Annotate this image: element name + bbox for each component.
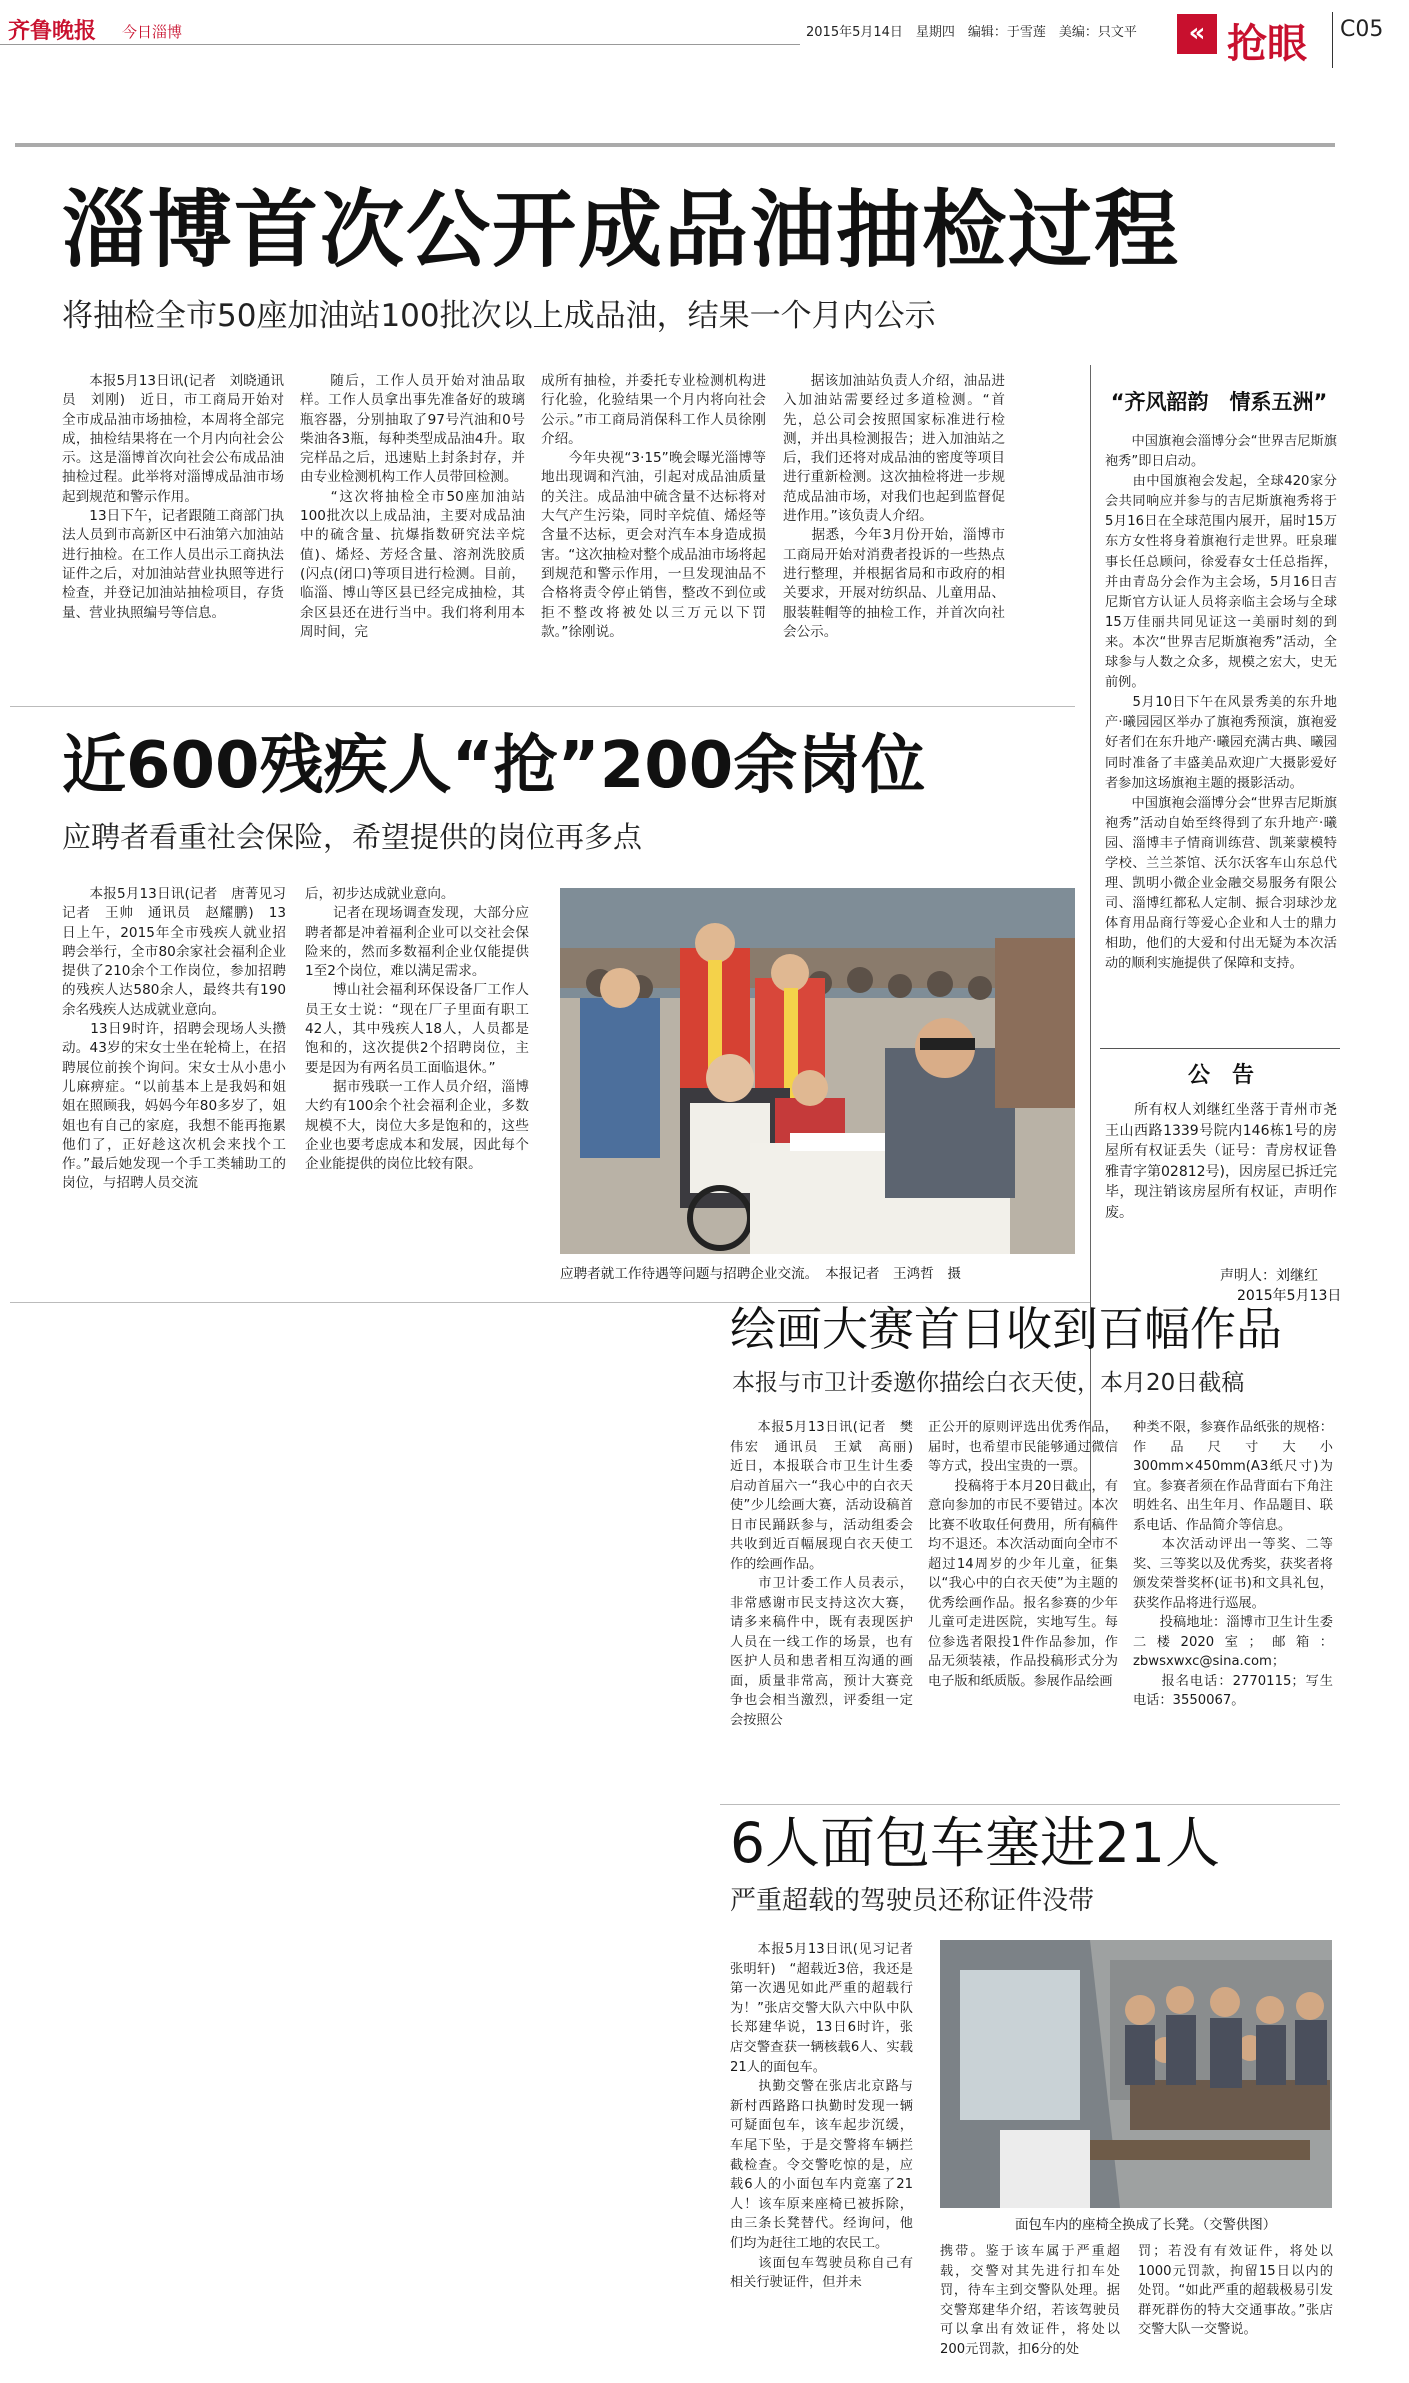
article3-rule: [720, 1804, 1340, 1805]
article4-subtitle: 严重超载的驾驶员还称证件没带: [730, 1886, 1095, 1916]
section-name: 今日淄博: [122, 23, 183, 41]
article1-rule: [10, 706, 1075, 707]
article4-col1: 本报5月13日讯(见习记者 张明轩) “超载近3倍，我还是第一次遇见如此严重的超载行为！”张店交警大队六中队中队长郑建华说，13日6时许，张店交警查获一辆核载6人、实载21人的面包车。 执勤交警在张店北京路与新村西路路口执勤时发现一辆可疑面包车，该车起步沉缓，车尾下坠，于是交警将车辆拦截检查。令交警吃惊的是，应载6人的小面包车内竟塞了21人！该车原来座椅已被拆除，由三条长凳替代。经询问，他们均为赶往工地的农民工。 该面包车驾驶员称自己有相关行驶证件，但并未: [730, 1942, 913, 2291]
article4-title: 6人面包车塞进21人: [730, 1811, 1220, 1875]
top-rule: [15, 143, 1335, 147]
notice-body: 所有权人刘继红坐落于青州市尧王山西路1339号院内146栋1号的房屋所有权证丢失（证号：青房权证鲁雅青字第02812号)，因房屋已拆迁完毕，现注销该房屋所有权证，声明作废。: [1105, 1102, 1337, 1221]
minibus-photo: [940, 1940, 1332, 2208]
article1-col4: 据该加油站负责人介绍，油品进入加油站需要经过多道检测。“首先，总公司会按照国家标准进行检测，并出具检测报告；进入加油站之后，我们还将对成品油的密度等项目进行重新检测。这次抽检将进一步规范成品油市场，对我们也起到监督促进作用。”该负责人介绍。 据悉，今年3月份开始，淄博市工商局开始对消费者投诉的一些热点进行整理，并根据省局和市政府的相关要求，开展对纺织品、儿童用品、服装鞋帽等的抽检工作，并首次向社会公示。: [783, 373, 1005, 640]
section-tag-label: 抢眼: [1227, 21, 1307, 67]
notice-date: 2015年5月13日: [1237, 1288, 1342, 1304]
article1-col1: 本报5月13日讯(记者 刘晓通讯员 刘刚) 近日，市工商局开始对全市成品油市场抽检，本周将全部完成，抽检结果将在一个月内向社会公示。这是淄博首次向社会公布成品油抽检过程。此举将对淄博成品油市场起到规范和警示作用。 13日下午，记者跟随工商部门执法人员到市高新区中石油第六加油站进行抽检。在工作人员出示工商执法证件之后，对加油站营业执照等进行检查，并登记加油站抽检项目，存货量、营业执照编号等信息。: [62, 373, 284, 621]
chevron-left-icon: «: [1177, 14, 1217, 54]
article3-col3: 种类不限，参赛作品纸张的规格：作品尺寸大小300mm×450mm(A3纸尺寸)为宜。参赛者须在作品背面右下角注明姓名、出生年月、作品题目、联系电话、作品简介等信息。 本次活动评出一等奖、二等奖、三等奖以及优秀奖，获奖者将颁发荣誉奖杯(证书)和文具礼包，获奖作品将进行巡展。 投稿地址：淄博市卫生计生委二楼2020室；邮箱：zbwsxwxc@sina.com； 报名电话：2770115；写生电话：3550067。: [1133, 1420, 1333, 1708]
issue-meta: 2015年5月14日 星期四 编辑：于雪莲 美编：只文平: [806, 25, 1137, 40]
article2-col2: 后，初步达成就业意向。 记者在现场调查发现，大部分应聘者都是冲着福利企业可以交社会保险来的，然而多数福利企业仅能提供1至2个岗位，难以满足需求。 博山社会福利环保设备厂工作人员王女士说：“现在厂子里面有职工42人，其中残疾人18人，人员都是饱和的，这次提供2个招聘岗位，主要是因为有两名员工面临退休。” 据市残联一工作人员介绍，淄博大约有100余个社会福利企业，多数规模不大，岗位大多是饱和的，这些企业也要考虑成本和发展，因此每个企业能提供的岗位比较有限。: [305, 886, 529, 1173]
article1-subtitle: 将抽检全市50座加油站100批次以上成品油，结果一个月内公示: [62, 298, 936, 334]
side-column-title: “齐风韶韵 情系五洲”: [1110, 390, 1328, 414]
article2-col1: 本报5月13日讯(记者 唐菁见习记者 王帅 通讯员 赵耀鹏) 13日上午，2015年全市残疾人就业招聘会举行，全市80余家社会福利企业提供了210余个工作岗位，参加招聘的残疾人达580余人，最终共有190余名残疾人达成就业意向。 13日9时许，招聘会现场人头攒动。43岁的宋女士坐在轮椅上，在招聘展位前挨个询问。宋女士从小患小儿麻痹症。“以前基本上是我妈和姐姐在照顾我，妈妈今年80多岁了，姐姐也有自己的家庭，我想不能再拖累他们了，正好趁这次机会来找个工作。”最后她发现一个手工类辅助工的岗位，与招聘人员交流: [62, 886, 286, 1192]
section-tag: [1177, 8, 1332, 68]
header-rule: [0, 44, 800, 45]
article1-col3: 成所有抽检，并委托专业检测机构进行化验，化验结果一个月内将向社会公示。”市工商局消保科工作人员徐刚介绍。 今年央视“3·15”晚会曝光淄博等地出现调和汽油，引起对成品油质量的关注。成品油中硫含量不达标将对大气产生污染，同时辛烷值、烯烃等含量不达标，更会对汽车本身造成损害。“这次抽检对整个成品油市场将起到规范和警示作用，一旦发现油品不合格将责令停止销售，整改不到位或拒不整改将被处以三万元以下罚款。”徐刚说。: [541, 373, 766, 640]
notice-title: 公 告: [1187, 1063, 1254, 1088]
notice-sign: 声明人：刘继红: [1220, 1268, 1318, 1284]
newspaper-logo: 齐鲁晚报: [8, 18, 97, 44]
article2-title: 近600残疾人“抢”200余岗位: [62, 729, 926, 803]
page-number: C05: [1340, 17, 1384, 42]
article3-col1: 本报5月13日讯(记者 樊伟宏 通讯员 王斌 高丽) 近日，本报联合市卫生计生委启动首届六一“我心中的白衣天使”少儿绘画大赛，活动设稿首日市民踊跃参与，活动组委会共收到近百幅展现白衣天使工作的绘画作品。 市卫计委工作人员表示，非常感谢市民支持这次大赛，请多来稿件中，既有表现医护人员在一线工作的场景，也有医护人员和患者相互沟通的画面，质量非常高，预计大赛竞争也会相当激烈，评委组一定会按照公: [730, 1420, 913, 1728]
article3-col2: 正公开的原则评选出优秀作品，届时，也希望市民能够通过微信等方式，投出宝贵的一票。 投稿将于本月20日截止，有意向参加的市民不要错过。本次比赛不收取任何费用，所有稿件均不退还。本次活动面向全市不超过14周岁的少年儿童，征集以“我心中的白衣天使”为主题的优秀绘画作品。报名参赛的少年儿童可走进医院，实地写生。每位参选者限投1件作品参加，作品无须装裱，作品投稿形式分为电子版和纸质版。参展作品绘画: [928, 1420, 1118, 1689]
article3-title: 绘画大赛首日收到百幅作品: [730, 1302, 1282, 1356]
header-divider: [1332, 12, 1333, 68]
article4-col2: 携带。鉴于该车属于严重超载，交警对其先进行扣车处罚，待车主到交警队处理。据交警郑建华介绍，若该驾驶员可以拿出有效证件，将处以200元罚款，扣6分的处: [940, 2244, 1120, 2357]
article2-subtitle: 应聘者看重社会保险，希望提供的岗位再多点: [62, 820, 643, 854]
article4-col3: 罚；若没有有效证件，将处以1000元罚款，拘留15日以内的处罚。“如此严重的超载极易引发群死群伤的特大交通事故。”张店交警大队一交警说。: [1138, 2244, 1333, 2338]
notice-rule: [1100, 1048, 1340, 1049]
article3-subtitle: 本报与市卫计委邀你描绘白衣天使，本月20日截稿: [732, 1370, 1245, 1396]
article1-title: 淄博首次公开成品油抽检过程: [62, 181, 1181, 279]
article1-col2: 随后，工作人员开始对油品取样。工作人员拿出事先准备好的玻璃瓶容器，分别抽取了97号汽油和0号柴油各3瓶，每种类型成品油4升。取完样品之后，迅速贴上封条封存，并由专业检测机构工作人员带回检测。 “这次将抽检全市50座加油站100批次以上成品油，主要对成品油中的硫含量、抗爆指数研究法辛烷值)、烯烃、芳烃含量、溶剂洗胶质(闪点(闭口)等项目进行检测。目前，临淄、博山等区县已经完成抽检，其余区县还在进行当中。我们将利用本周时间，完: [300, 373, 525, 640]
article2-photo-caption: 应聘者就工作待遇等问题与招聘企业交流。 本报记者 王鸿哲 摄: [560, 1266, 962, 1282]
side-column-body: 中国旗袍会淄博分会“世界吉尼斯旗袍秀”即日启动。 由中国旗袍会发起，全球420家分会共同响应并参与的吉尼斯旗袍秀将于5月16日在全球范围内展开，届时15万东方女性将身着旗袍行走世界。旺泉璀事长任总顾问，徐爱春女士任总指挥，并由青岛分会作为主会场，5月16日吉尼斯官方认证人员将亲临主会场与全球15万佳丽共同见证这一美丽时刻的到来。本次“世界吉尼斯旗袍秀”活动，全球参与人数之众多，规模之宏大，史无前例。 5月10日下午在风景秀美的东升地产·曦园园区举办了旗袍秀预演，旗袍爱好者们在东升地产·曦园充满古典、曦园同时准备了丰盛美品欢迎广大摄影爱好者参加这场旗袍主题的摄影活动。 中国旗袍会淄博分会“世界吉尼斯旗袍秀”活动自始至终得到了东升地产·曦园、淄博丰子情商训练营、凯莱蒙模特学校、兰兰茶馆、沃尔沃客车山东总代理、凯明小微企业金融交易服务有限公司、淄博红都私人定制、振合羽球沙龙体育用品商行等爱心企业和人士的鼎力相助，他们的大爱和付出无疑为本次活动的顺利实施提供了保障和支持。: [1105, 434, 1337, 972]
article4-photo-caption: 面包车内的座椅全换成了长凳。（交警供图）: [1015, 2218, 1277, 2233]
job-fair-photo: [560, 888, 1075, 1254]
